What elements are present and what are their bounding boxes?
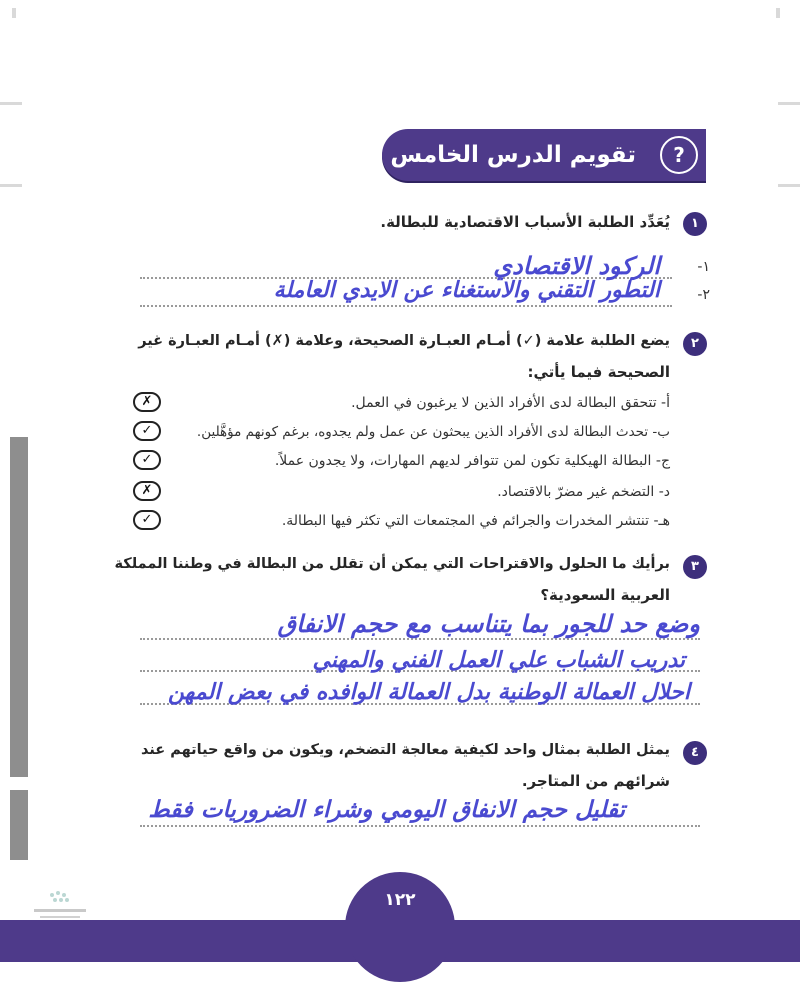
answer-mark-d: ✗	[133, 481, 161, 501]
answer-mark-e: ✓	[133, 510, 161, 530]
question-3-text-line2: العربية السعودية؟	[540, 586, 670, 604]
handwritten-suggestion-2: تدريب الشباب علي العمل الفني والمهني	[312, 648, 685, 673]
corner-mark	[778, 184, 800, 187]
left-side-strip	[10, 437, 28, 777]
answer-label-1: ١-	[697, 259, 710, 275]
answer-line-4	[140, 825, 700, 827]
answer-mark-c: ✓	[133, 450, 161, 470]
question-2-text-line1: يضع الطلبة علامة (✓) أمـام العبـارة الصحيحة، وعلامة (✗) أمـام العبـارة غير	[138, 333, 670, 349]
handwritten-suggestion-3: احلال العمالة الوطنية بدل العمالة الوافده في بعض المهن	[167, 680, 690, 705]
question-bubble-icon: ?	[660, 136, 698, 174]
handwritten-answer-1: الركود الاقتصادي	[493, 252, 660, 280]
corner-mark	[776, 8, 780, 18]
corner-mark	[12, 8, 16, 18]
question-4-text-line2: شرائهم من المتاجر.	[521, 772, 670, 790]
statement-e: هـ- تنتشر المخدرات والجرائم في المجتمعات التي تكثر فيها البطالة.	[281, 513, 670, 529]
question-number-4: ٤	[683, 741, 707, 765]
answer-mark-a: ✗	[133, 392, 161, 412]
left-side-strip	[10, 790, 28, 860]
statement-a: أ- تتحقق البطالة لدى الأفراد الذين لا يرغبون في العمل.	[351, 395, 670, 411]
answer-mark-b: ✓	[133, 421, 161, 441]
statement-c: ج- البطالة الهيكلية تكون لمن تتوافر لديهم المهارات، ولا يجدون عملاً.	[274, 453, 670, 469]
question-1-text: يُعَدِّد الطلبة الأسباب الاقتصادية للبطالة.	[380, 213, 670, 231]
banner-title: تقويم الدرس الخامس عشر	[329, 142, 636, 168]
question-number-2: ٢	[683, 332, 707, 356]
question-3-text-line1: برأيك ما الحلول والاقتراحات التي يمكن أن تقلل من البطالة في وطننا المملكة	[114, 556, 670, 572]
corner-mark	[0, 184, 22, 187]
page-number: ١٢٢	[384, 890, 416, 910]
lesson-review-banner	[329, 129, 706, 181]
answer-line-3a	[140, 638, 700, 640]
answer-label-2: ٢-	[697, 287, 710, 303]
answer-line-2	[140, 305, 672, 307]
question-4-text-line1: يمثل الطلبة بمثال واحد لكيفية معالجة التضخم، ويكون من واقع حياتهم عند	[140, 742, 670, 758]
handwritten-example: تقليل حجم الانفاق اليومي وشراء الضروريات فقط	[148, 797, 625, 823]
statement-d: د- التضخم غير مضرّ بالاقتصاد.	[497, 484, 670, 500]
handwritten-answer-2: التطور التقني والاستغناء عن الايدي العاملة	[273, 278, 660, 303]
corner-mark	[0, 102, 22, 105]
question-2-text-line2: الصحيحة فيما يأتي:	[527, 363, 670, 381]
page-number-badge	[345, 872, 455, 982]
question-number-3: ٣	[683, 555, 707, 579]
ministry-logo	[30, 885, 90, 925]
handwritten-suggestion-1: وضع حد للجور بما يتناسب مع حجم الانفاق	[277, 610, 700, 638]
question-number-1: ١	[683, 212, 707, 236]
corner-mark	[778, 102, 800, 105]
statement-b: ب- تحدث البطالة لدى الأفراد الذين يبحثون عن عمل ولم يجدوه، برغم كونهم مؤهَّلين.	[196, 424, 670, 440]
